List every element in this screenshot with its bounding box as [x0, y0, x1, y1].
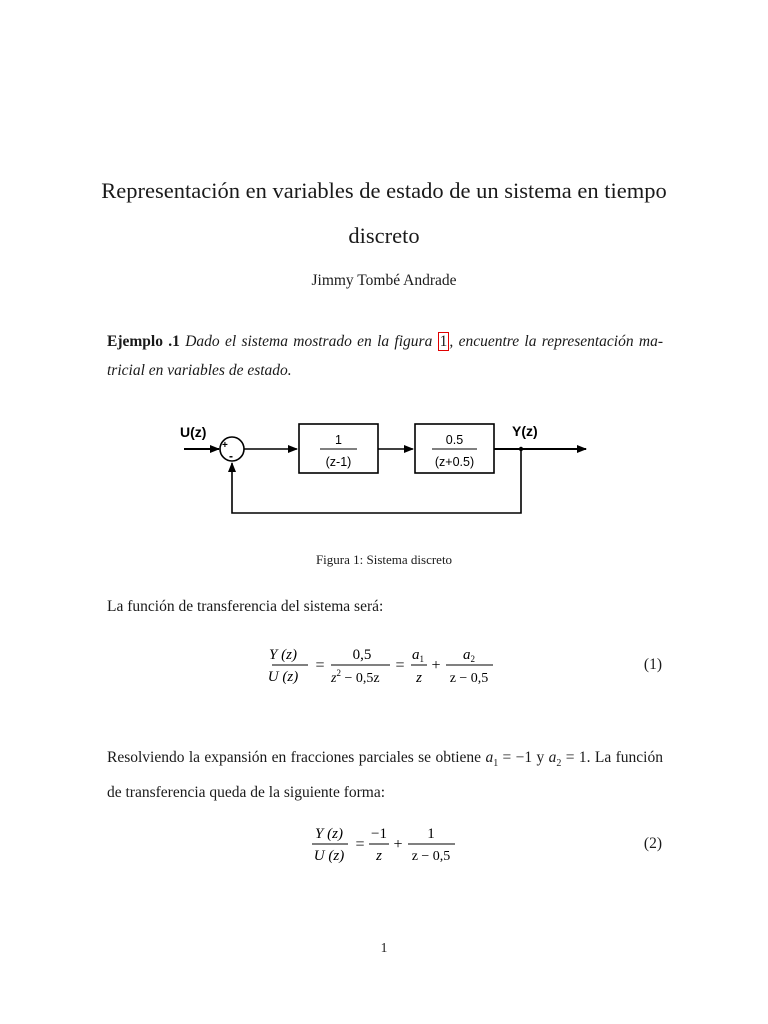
eq2-frac3-numerator: 1	[427, 826, 435, 842]
eq1-frac2-denominator: $z^2 - 0,5z$	[331, 668, 380, 686]
eq1-lhs-numerator: Y (z)	[269, 647, 297, 663]
equation-1-number: (1)	[643, 656, 662, 673]
para2-text-2: . La función de transferencia queda de la siguiente forma:	[107, 749, 663, 802]
example-statement	[107, 327, 663, 385]
eq1-frac3-denominator: z	[416, 670, 422, 686]
eq2-equals: =	[355, 836, 365, 853]
eq1-plus: +	[431, 657, 441, 674]
eq2-frac2-denominator: z	[376, 848, 382, 864]
eq1-frac3-numerator: $a_1$	[412, 647, 424, 664]
a1-value: = −1 y	[498, 749, 549, 766]
eq1-frac2-numerator: 0,5	[352, 647, 372, 663]
input-label: U(z)	[180, 424, 207, 440]
block-2-denominator: (z+0.5)	[434, 455, 475, 469]
author: Jimmy Tombé Andrade	[311, 272, 457, 289]
paragraph-partial-fractions	[107, 743, 663, 807]
eq1-frac4-denominator: z − 0,5	[449, 671, 489, 686]
equation-2	[306, 820, 466, 866]
block-1-numerator: 1	[335, 433, 342, 447]
block-diagram	[170, 415, 600, 525]
output-label: Y(z)	[512, 423, 538, 439]
equation-2-number: (2)	[643, 835, 662, 852]
eq1-frac4-numerator: $a_2$	[463, 647, 475, 664]
document-title	[60, 168, 708, 258]
eq1-equals-1: =	[315, 657, 325, 674]
block-2-numerator: 0.5	[445, 433, 464, 447]
eq2-frac3-denominator: z − 0,5	[411, 849, 451, 864]
a1-symbol: a	[485, 749, 494, 766]
sum-plus-sign: +	[222, 440, 228, 451]
figure-reference-link[interactable]: 1	[439, 333, 448, 350]
a1-subscript: 1	[493, 758, 499, 770]
sum-minus-sign: -	[229, 449, 233, 463]
figure-caption: Figura 1: Sistema discreto	[315, 552, 453, 567]
para2-text-1: Resolviendo la expansión en fracciones parciales se obtiene	[107, 749, 486, 766]
a2-subscript: 2	[556, 758, 562, 770]
eq2-plus: +	[393, 836, 403, 853]
eq2-frac2-numerator: −1	[371, 826, 387, 842]
paragraph-transfer-function: La función de transferencia del sistema será:	[107, 598, 384, 615]
eq2-lhs-numerator: Y (z)	[315, 826, 343, 842]
example-text-after: , encuentre la representación ma-tricial en variables de estado.	[107, 333, 664, 379]
block-1-denominator: (z-1)	[325, 455, 352, 469]
equation-1	[266, 642, 506, 688]
eq2-lhs-denominator: U (z)	[313, 848, 345, 864]
title-line-2: discreto	[348, 223, 420, 248]
a2-value: = 1	[561, 749, 587, 766]
a2-symbol: a	[548, 749, 557, 766]
eq1-equals-2: =	[395, 657, 405, 674]
example-label: Ejemplo .1	[107, 333, 180, 350]
example-text-before: Dado el sistema mostrado en la figura	[185, 333, 433, 350]
title-line-1: Representación en variables de estado de un sistema en tiempo	[101, 178, 667, 203]
eq1-lhs-denominator: U (z)	[267, 669, 299, 685]
page-number: 1	[380, 940, 388, 955]
